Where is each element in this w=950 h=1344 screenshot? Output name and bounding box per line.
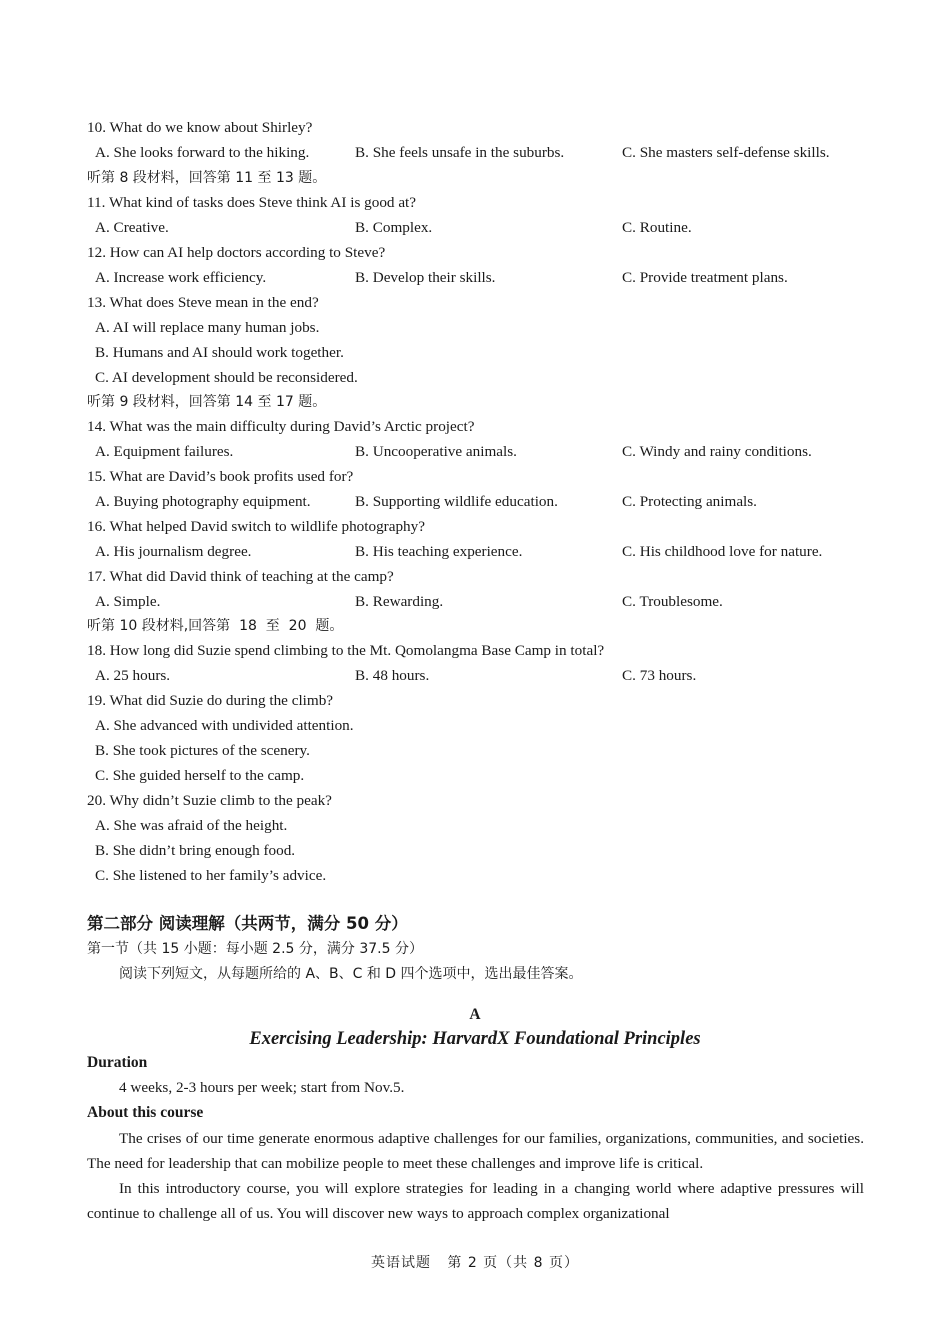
q17-option-a: A. Simple. [95, 593, 161, 610]
q20-option-c: C. She listened to her family’s advice. [95, 867, 327, 884]
duration-label: Duration [87, 1054, 148, 1071]
q16-option-a: A. His journalism degree. [95, 543, 252, 560]
q19-option-b: B. She took pictures of the scenery. [95, 742, 310, 759]
q12-option-a: A. Increase work efficiency. [95, 269, 267, 286]
q12-option-c: C. Provide treatment plans. [622, 269, 788, 286]
question-18-stem: 18. How long did Suzie spend climbing to the Mt. Qomolangma Base Camp in total? [87, 642, 605, 659]
q18-option-a: A. 25 hours. [95, 667, 171, 684]
q14-option-a: A. Equipment failures. [95, 443, 234, 460]
q11-option-c: C. Routine. [622, 219, 692, 236]
q11-option-a: A. Creative. [95, 219, 169, 236]
question-20-stem: 20. Why didn’t Suzie climb to the peak? [87, 792, 332, 809]
part-2-instruction: 阅读下列短文，从每题所给的 A、B、C 和 D 四个选项中，选出最佳答案。 [119, 966, 583, 982]
question-16-stem: 16. What helped David switch to wildlife photography? [87, 518, 425, 535]
question-15-stem: 15. What are David’s book profits used for? [87, 468, 354, 485]
question-19-stem: 19. What did Suzie do during the climb? [87, 692, 334, 709]
q14-option-b: B. Uncooperative animals. [355, 443, 517, 460]
q18-option-c: C. 73 hours. [622, 667, 697, 684]
page-footer: 英语试题 第 2 页（共 8 页） [371, 1255, 579, 1271]
q10-option-b: B. She feels unsafe in the suburbs. [355, 144, 565, 161]
section-10-instruction: 听第 10 段材料,回答第 18 至 20 题。 [87, 618, 344, 634]
q12-option-b: B. Develop their skills. [355, 269, 496, 286]
passage-letter: A [469, 1006, 481, 1023]
question-17-stem: 17. What did David think of teaching at the camp? [87, 568, 394, 585]
q15-option-b: B. Supporting wildlife education. [355, 493, 558, 510]
question-13-stem: 13. What does Steve mean in the end? [87, 294, 319, 311]
question-11-stem: 11. What kind of tasks does Steve think AI is good at? [87, 194, 417, 211]
q11-option-b: B. Complex. [355, 219, 433, 236]
course-paragraph-1: The crises of our time generate enormous adaptive challenges for our families, organizations, communities, and societies. The need for leadership that can mobilize people to meet these challenges and improve life is critical. [87, 1130, 864, 1172]
about-course-label: About this course [87, 1104, 204, 1121]
passage-title: Exercising Leadership: HarvardX Foundational Principles [249, 1029, 701, 1049]
q19-option-c: C. She guided herself to the camp. [95, 767, 305, 784]
q14-option-c: C. Windy and rainy conditions. [622, 443, 812, 460]
duration-text: 4 weeks, 2-3 hours per week; start from Nov.5. [119, 1079, 405, 1096]
q20-option-b: B. She didn’t bring enough food. [95, 842, 296, 859]
q19-option-a: A. She advanced with undivided attention. [95, 717, 354, 734]
q13-option-c: C. AI development should be reconsidered. [95, 369, 358, 386]
section-8-instruction: 听第 8 段材料，回答第 11 至 13 题。 [87, 170, 327, 186]
course-paragraph-2: In this introductory course, you will explore strategies for leading in a changing world where adaptive pressures will continue to challenge all of us. You will discover new ways to approach complex organizational [87, 1180, 864, 1222]
q18-option-b: B. 48 hours. [355, 667, 430, 684]
q13-option-a: A. AI will replace many human jobs. [95, 319, 320, 336]
q13-option-b: B. Humans and AI should work together. [95, 344, 344, 361]
q15-option-c: C. Protecting animals. [622, 493, 757, 510]
q10-option-a: A. She looks forward to the hiking. [95, 144, 310, 161]
q17-option-c: C. Troublesome. [622, 593, 723, 610]
q10-option-c: C. She masters self-defense skills. [622, 144, 830, 161]
question-12-stem: 12. How can AI help doctors according to Steve? [87, 244, 386, 261]
q16-option-c: C. His childhood love for nature. [622, 543, 823, 560]
question-10-stem: 10. What do we know about Shirley? [87, 119, 313, 136]
section-9-instruction: 听第 9 段材料，回答第 14 至 17 题。 [87, 394, 327, 410]
part-2-heading: 第二部分 阅读理解（共两节，满分 50 分） [87, 914, 408, 933]
q17-option-b: B. Rewarding. [355, 593, 444, 610]
part-2-subheading: 第一节（共 15 小题：每小题 2.5 分，满分 37.5 分） [87, 941, 423, 957]
q15-option-a: A. Buying photography equipment. [95, 493, 311, 510]
q20-option-a: A. She was afraid of the height. [95, 817, 288, 834]
question-14-stem: 14. What was the main difficulty during David’s Arctic project? [87, 418, 475, 435]
q16-option-b: B. His teaching experience. [355, 543, 523, 560]
